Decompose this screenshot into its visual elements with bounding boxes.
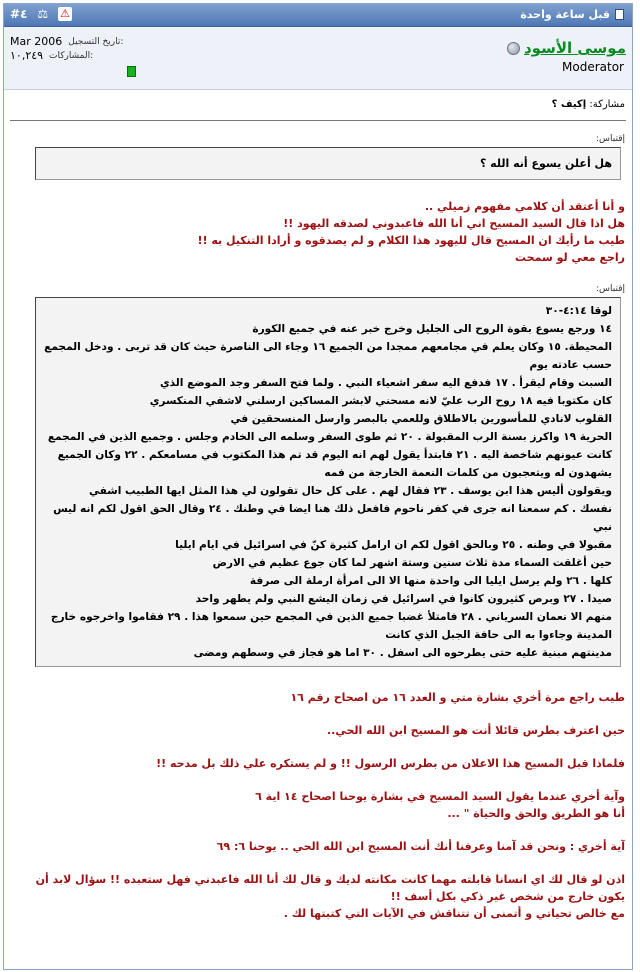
post-number-link[interactable]: #٤ [10, 7, 28, 21]
reply-line: هل اذا قال السيد المسيح اني أنا الله فاعبدوني لصدقه اليهود !! [283, 217, 625, 230]
quote-box: هل أعلن يسوع أنه الله ؟ [35, 147, 621, 180]
reply-line: طيب راجع مرة أخري بشارة متي و العدد ١٦ من اصحاح رقم ١٦ [290, 691, 625, 704]
quote-line: ويقولون أليس هذا ابن يوسف . ٢٣ فقال لهم . على كل حال تقولون لي هذا المثل ايها الطبيب اشفي [88, 485, 612, 497]
quote-line: منهم الا نعمان السرياني . ٢٨ فامتلأ غضبا جميع الذين في المجمع حين سمعوا هذا . ٢٩ فقاموا واخرجوه خارج [50, 611, 612, 623]
post-header [4, 4, 632, 27]
post-time-text: قبل ساعة واحدة [520, 8, 610, 21]
post-content [4, 134, 632, 922]
paragraph-gap [11, 772, 625, 788]
quote-line: صيدا . ٢٧ وبرص كثيرون كانوا في اسرائيل في زمان اليشع النبي ولم يطهر واحد [195, 593, 612, 605]
user-identity [507, 39, 626, 74]
quote-line: الحرية ١٩ واكرز بسنة الرب المقبولة . ٢٠ ثم طوى السفر وسلمه الى الخادم وجلس . وجميع الذين في المجمع [47, 431, 612, 443]
reply-line: فلماذا قبل المسيح هذا الاعلان من بطرس الرسول !! و لم يستكره علي ذلك بل مدحه !! [156, 757, 625, 770]
post-tools [10, 7, 72, 21]
quote-line: مدينتهم مبنية عليه حتى يطرحوه الى اسفل . ٣٠ اما هو فجاز في وسطهم ومضى [193, 647, 612, 659]
reputation-icon [127, 66, 136, 77]
user-role: Moderator [562, 60, 624, 74]
quote-line: كلها . ٢٦ ولم يرسل ايليا الى واحدة منها الا الى امرأة ارملة الى صرفة [249, 575, 612, 587]
paragraph-gap [11, 822, 625, 838]
reg-date-value: Mar 2006 [10, 35, 63, 48]
quote-line: حين أغلقت السماء مدة ثلاث سنين وستة اشهر لما كان جوع عظيم في الارض [212, 557, 612, 569]
reply-block-2 [11, 689, 625, 922]
quote-line: المدينة وجاءوا به الى حافة الجبل الذي كانت [385, 629, 612, 641]
reply-line: و أنا أعتقد أن كلامي مفهوم زميلي .. [424, 200, 625, 213]
paragraph-gap [11, 739, 625, 755]
quote-line: كانت عيونهم شاخصة اليه . ٢١ فابتدأ يقول لهم انه اليوم قد تم هذا المكتوب في مسامعكم . ٢٢ وكان الجميع [57, 449, 612, 461]
paragraph-gap [11, 855, 625, 871]
reply-line: اذن لو قال لك اي انسانا قابلته مهما كانت مكانته لديك و قال لك أنا الله فاعبدني فهل ستعبده !! سؤال لابد أن يكون خارج من شخص غير ذكي بكل أسف !! [35, 873, 625, 903]
reply-line: أنا هو الطريق والحق والحياة " ... [447, 807, 625, 820]
quote-line: القلوب لانادي للمأسورين بالاطلاق وللعمي بالبصر وارسل المنسحقين في [230, 413, 612, 425]
posts-count-label: المشاركات: [49, 51, 94, 61]
reply-block [11, 198, 625, 266]
quote-line: ١٤ ورجع يسوع بقوة الروح الى الجليل وخرج خبر عنه في جميع الكورة [252, 323, 612, 335]
offline-status-icon [507, 42, 520, 55]
username-link[interactable] [507, 39, 626, 57]
report-warning-icon[interactable]: ⚠ [60, 7, 71, 20]
reply-line: حين اعترف بطرس قائلا أنت هو المسيح ابن الله الحي.. [327, 724, 625, 737]
reg-date-label: تاريخ التسجيل: [68, 37, 124, 47]
post-time [520, 8, 624, 21]
quote-line: يشهدون له ويتعجبون من كلمات النعمة الخارجة من فمه [324, 467, 612, 479]
reply-line: مع خالص تحياتي و أتمنى أن تتناقش في الآيات التي كتبتها لك . [283, 907, 625, 920]
quote-box-scripture [35, 297, 621, 667]
reply-line: طيب ما رأيك ان المسيح قال لليهود هذا الكلام و لم يصدقوه و أرادا التنكيل به !! [197, 234, 625, 247]
paragraph-gap [11, 706, 625, 722]
subject-divider [10, 120, 626, 121]
subject-text: إكيف ؟ [551, 99, 587, 110]
quote-line: كان مكتوبا فيه ١٨ روح الرب عليّ لانه مسحني لابشر المساكين ارسلني لاشفي المنكسري [149, 395, 612, 407]
scales-icon[interactable]: ⚖ [37, 7, 49, 21]
subject-label: مشاركة: [589, 99, 625, 110]
quote-line: نفسك . كم سمعنا انه جرى في كفر ناحوم فافعل ذلك هنا ايضا في وطنك . ٢٤ وقال الحق اقول لكم انه ليس نبي [53, 503, 612, 533]
reply-line: راجع معي لو سمحت [515, 251, 625, 264]
username-text[interactable]: موسى الأسود [523, 39, 626, 57]
quote-line: مقبولا في وطنه . ٢٥ وبالحق اقول لكم ان ارامل كثيرة كنّ في اسرائيل في ايام ايليا [175, 539, 612, 551]
quote-label: إقتباس: [596, 134, 625, 144]
user-info-bar [4, 27, 632, 90]
reply-line: آية أخري : ونحن قد آمنا وعرفنا أنك أنت المسيح ابن الله الحي .. يوحنا ٦: ٦٩ [216, 840, 625, 853]
reply-line: وآية أخري عندما يقول السيد المسيح في بشارة يوحنا اصحاح ١٤ اية ٦ [255, 790, 625, 803]
post-subject [4, 90, 632, 110]
quote-line: السبت وقام ليقرأ . ١٧ فدفع اليه سفر اشعياء النبي . ولما فتح السفر وجد الموضع الذي [159, 377, 612, 389]
post-container [3, 3, 633, 970]
quote-label: إقتباس: [596, 284, 625, 294]
quote-line: لوقا ٤:١٤-٣٠ [545, 305, 612, 317]
user-stats [10, 35, 136, 77]
post-document-icon [615, 9, 624, 20]
quote-line: المحيطة. ١٥ وكان يعلم في مجامعهم ممجدا من الجميع ١٦ وجاء الى الناصرة حيث كان قد تربى . ودخل المجمع حسب عادته يوم [44, 341, 612, 371]
posts-count-value: ١٠,٢٤٩ [10, 49, 44, 62]
